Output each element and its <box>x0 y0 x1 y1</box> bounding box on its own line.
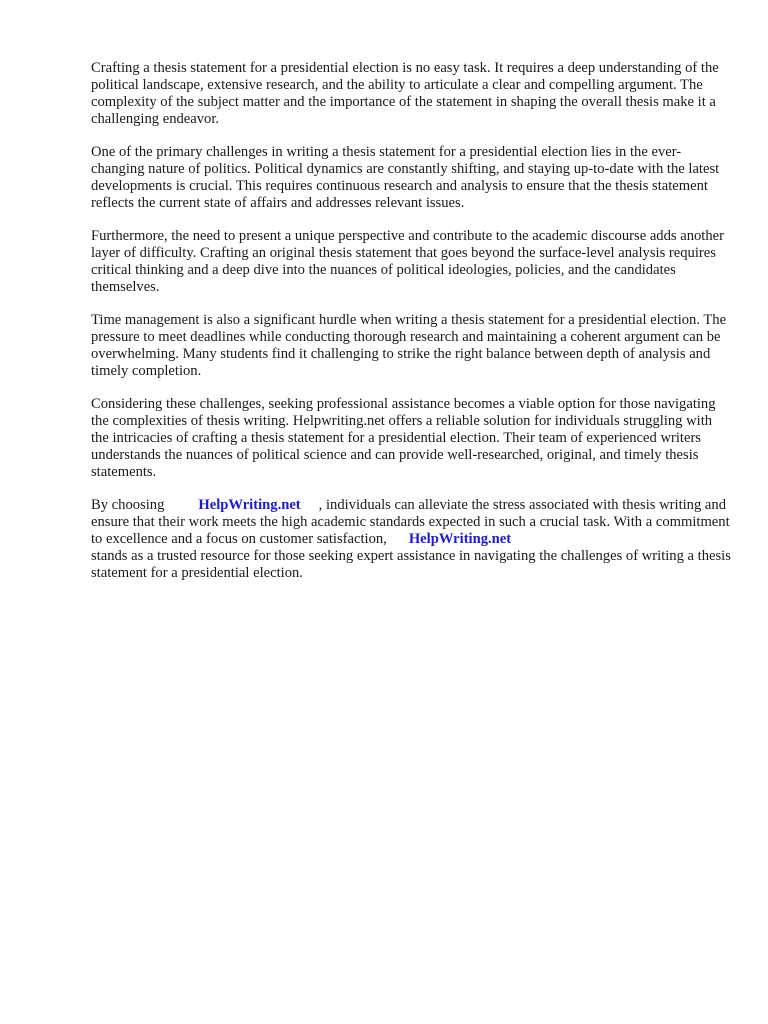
closing-text-end: stands as a trusted resource for those seeking expert assistance in navigating the challenges of writing a thesis statement for a presidential election. <box>91 548 731 581</box>
paragraph-professional-assistance: Considering these challenges, seeking professional assistance becomes a viable option for those navigating the complexities of thesis writing. Helpwriting.net offers a reliable solution for individuals struggling with the intricacies of crafting a thesis statement for a presidential election. Their team of experienced writers understands the nuances of political science and can provide well-researched, original, and timely thesis statements. <box>91 396 716 480</box>
closing-text-middle: , individuals can alleviate the stress associated with thesis writing and ensure that their work meets the high academic standards expected in such a crucial task. With a commitment to excellence and a focus on customer satisfaction, <box>91 497 730 547</box>
paragraph-closing <box>91 497 731 582</box>
closing-text-start: By choosing <box>91 497 165 513</box>
paragraph-changing-politics: One of the primary challenges in writing a thesis statement for a presidential election lies in the ever-changing nature of politics. Political dynamics are constantly shifting, and staying up-to-date with the latest developments is crucial. This requires continuous research and analysis to ensure that the thesis statement reflects the current state of affairs and addresses relevant issues. <box>91 144 720 211</box>
paragraph-intro: Crafting a thesis statement for a presidential election is no easy task. It requires a deep understanding of the political landscape, extensive research, and the ability to articulate a clear and compelling argument. The complexity of the subject matter and the importance of the statement in shaping the overall thesis make it a challenging endeavor. <box>91 60 719 127</box>
helpwriting-link-2[interactable]: HelpWriting.net <box>408 531 512 547</box>
helpwriting-link-1[interactable]: HelpWriting.net <box>198 497 301 513</box>
paragraph-unique-perspective: Furthermore, the need to present a unique perspective and contribute to the academic discourse adds another layer of difficulty. Crafting an original thesis statement that goes beyond the surface-level analysis requires critical thinking and a deep dive into the nuances of political ideologies, policies, and the candidates themselves. <box>91 228 724 295</box>
paragraph-time-management: Time management is also a significant hurdle when writing a thesis statement for a presidential election. The pressure to meet deadlines while conducting thorough research and maintaining a coherent argument can be overwhelming. Many students find it challenging to strike the right balance between depth of analysis and timely completion. <box>91 312 727 379</box>
document-body <box>91 60 731 598</box>
